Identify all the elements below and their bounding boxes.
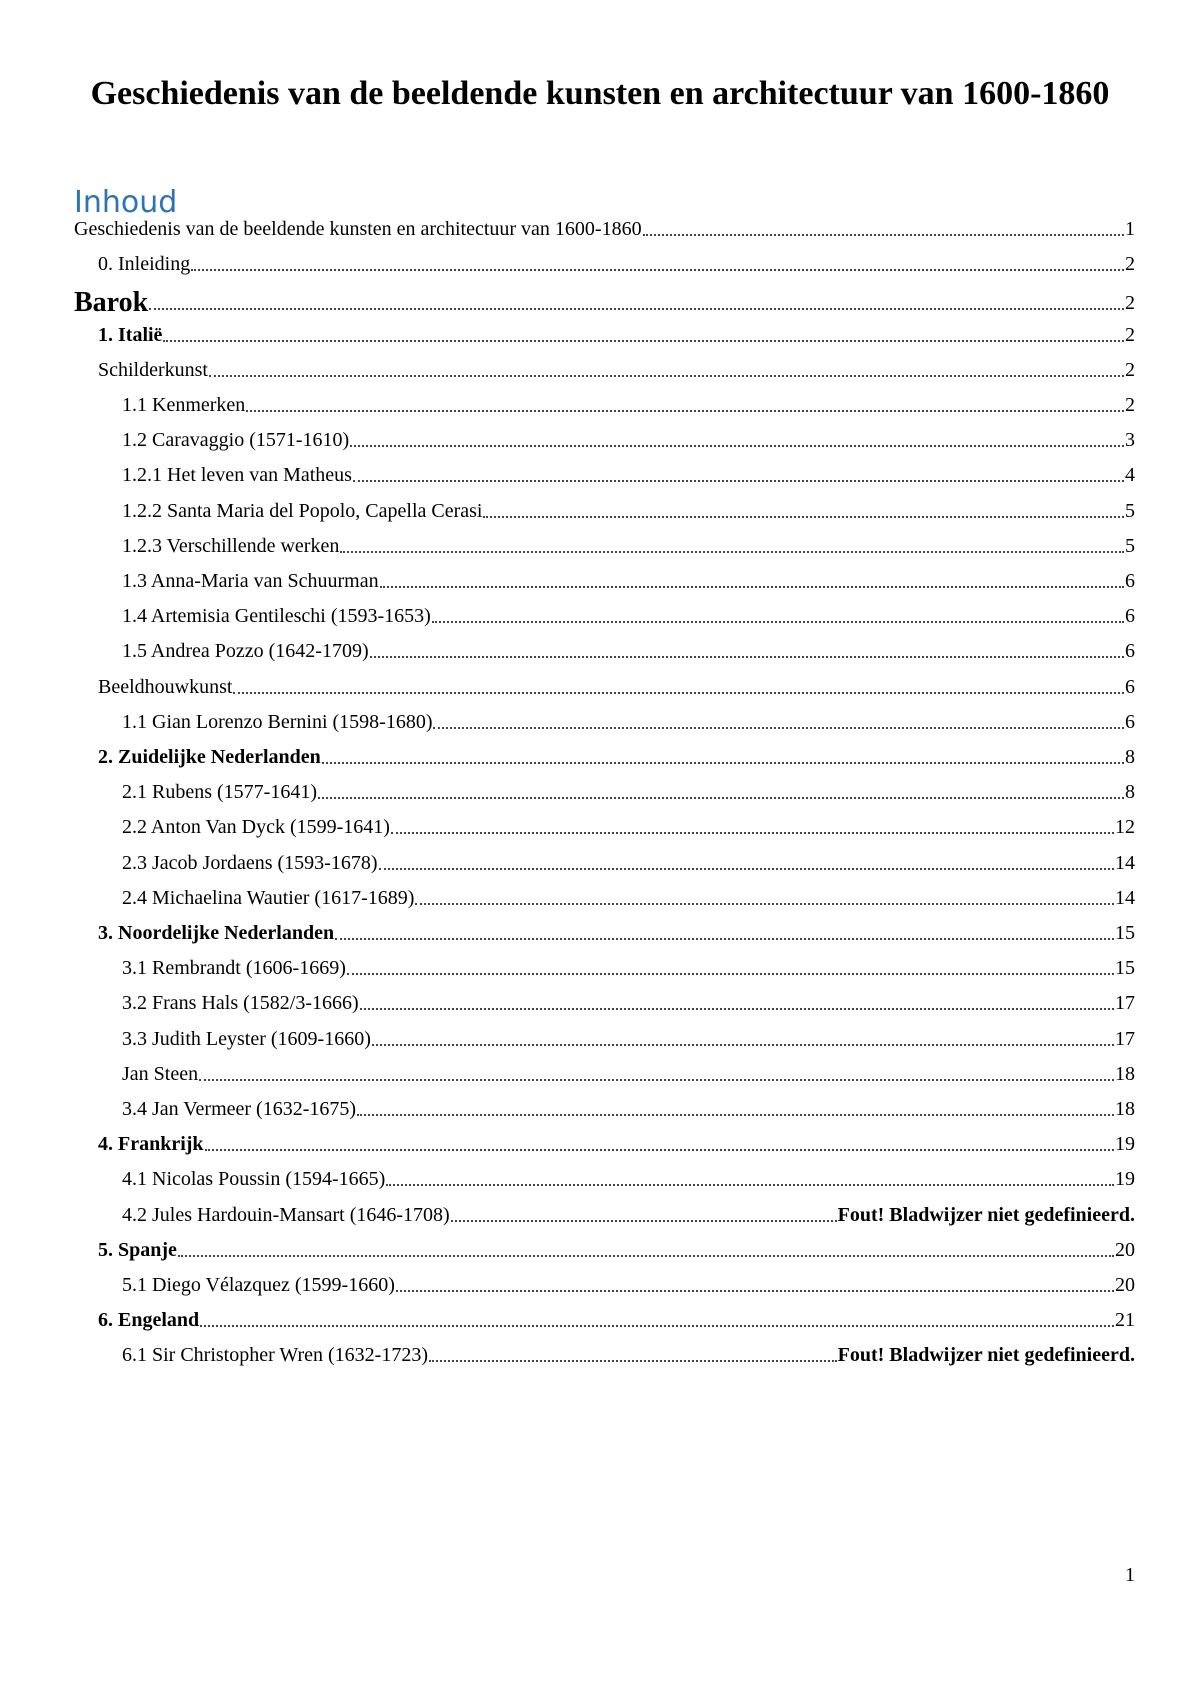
toc-dot-leader [379,868,1115,870]
toc-entry-label: 3.4 Jan Vermeer (1632-1675) [122,1098,357,1120]
toc-entry-label: 3.2 Frans Hals (1582/3-1666) [122,992,359,1014]
toc-entry-page: 4 [1125,464,1135,486]
toc-entry[interactable] [74,1018,1135,1052]
toc-dot-leader [178,1255,1114,1257]
toc-dot-leader [357,1114,1114,1116]
toc-entry[interactable] [74,736,1135,770]
toc-entry-label: Geschiedenis van de beeldende kunsten en architectuur van 1600-1860 [74,218,642,240]
toc-entry[interactable] [74,630,1135,664]
toc-entry[interactable] [74,701,1135,735]
toc-entry-page: 2 [1125,359,1135,381]
toc-dot-leader [451,1220,837,1222]
toc-entry-label: Schilderkunst [98,359,208,381]
toc-dot-leader [396,1290,1114,1292]
toc-dot-leader [322,762,1124,764]
toc-entry[interactable] [74,1088,1135,1122]
toc-entry-label: 3.3 Judith Leyster (1609-1660) [122,1028,371,1050]
toc-entry-page: 18 [1115,1063,1135,1085]
toc-entry-label: 2.1 Rubens (1577-1641) [122,781,317,803]
toc-entry-error: Fout! Bladwijzer niet gedefinieerd. [837,1344,1135,1366]
toc-entry[interactable] [74,208,1135,242]
toc-entry-page: 14 [1115,852,1135,874]
toc-entry-label: 6. Engeland [98,1309,200,1331]
toc-entry-page: 21 [1115,1309,1135,1331]
toc-dot-leader [386,1184,1114,1186]
toc-heading: Inhoud [74,185,178,220]
toc-entry-label: 1.5 Andrea Pozzo (1642-1709) [122,640,369,662]
toc-entry[interactable] [74,595,1135,629]
toc-dot-leader [163,340,1124,342]
toc-entry[interactable] [74,1299,1135,1333]
toc-entry-label: 4. Frankrijk [98,1133,204,1155]
toc-entry-label: 4.2 Jules Hardouin-Mansart (1646-1708) [122,1204,450,1226]
toc-dot-leader [483,516,1124,518]
toc-entry-label: 6.1 Sir Christopher Wren (1632-1723) [122,1344,429,1366]
toc-entry[interactable] [74,1229,1135,1263]
toc-entry-page: 18 [1115,1098,1135,1120]
toc-entry-label: 4.1 Nicolas Poussin (1594-1665) [122,1168,386,1190]
toc-dot-leader [429,1360,837,1362]
toc-entry-label: 1.4 Artemisia Gentileschi (1593-1653) [122,605,431,627]
toc-entry-page: 20 [1115,1274,1135,1296]
toc-entry-page: 15 [1115,922,1135,944]
toc-dot-leader [360,1008,1114,1010]
toc-entry-label: 5. Spanje [98,1239,177,1261]
toc-dot-leader [432,621,1124,623]
toc-entry-label: 1.1 Gian Lorenzo Bernini (1598-1680) [122,711,433,733]
toc-entry[interactable] [74,349,1135,383]
toc-dot-leader [347,973,1114,975]
toc-entry[interactable] [74,666,1135,700]
toc-dot-leader [372,1044,1114,1046]
toc-entry-error: Fout! Bladwijzer niet gedefinieerd. [837,1204,1135,1226]
toc-entry[interactable] [74,282,1135,316]
toc-entry-page: 5 [1125,500,1135,522]
toc-entry[interactable] [74,490,1135,524]
toc-entry-label: 2.2 Anton Van Dyck (1599-1641) [122,816,390,838]
toc-entry-label: 2.3 Jacob Jordaens (1593-1678) [122,852,378,874]
toc-dot-leader [433,727,1124,729]
toc-entry[interactable] [74,243,1135,277]
toc-entry[interactable] [74,877,1135,911]
toc-entry[interactable] [74,806,1135,840]
toc-entry-page: 2 [1125,253,1135,275]
toc-entry-page: 14 [1115,887,1135,909]
toc-entry-page: 17 [1115,992,1135,1014]
toc-entry-page: 8 [1125,746,1135,768]
toc-dot-leader [380,586,1124,588]
toc-entry-label: 5.1 Diego Vélazquez (1599-1660) [122,1274,395,1296]
toc-entry-page: 2 [1125,394,1135,416]
toc-entry[interactable] [74,1194,1135,1228]
toc-entry-page: 17 [1115,1028,1135,1050]
toc-dot-leader [233,692,1124,694]
toc-entry-page: 19 [1115,1133,1135,1155]
page-number: 1 [1125,1564,1135,1586]
toc-entry-page: 6 [1125,676,1135,698]
toc-entry-page: 12 [1115,816,1135,838]
toc-entry-page: 6 [1125,640,1135,662]
toc-dot-leader [199,1079,1114,1081]
toc-entry-page: 19 [1115,1168,1135,1190]
toc-entry-label: 1.3 Anna-Maria van Schuurman [122,570,379,592]
toc-dot-leader [391,832,1114,834]
toc-entry[interactable] [74,1264,1135,1298]
toc-entry[interactable] [74,1334,1135,1368]
toc-dot-leader [370,656,1124,658]
toc-entry[interactable] [74,525,1135,559]
toc-entry-page: 5 [1125,535,1135,557]
toc-entry-label: Jan Steen [122,1063,199,1085]
toc-entry-label: Beeldhouwkunst [98,676,233,698]
toc-dot-leader [335,938,1114,940]
toc-entry[interactable] [74,842,1135,876]
toc-dot-leader [191,269,1124,271]
toc-entry-label: 3.1 Rembrandt (1606-1669) [122,957,346,979]
toc-entry[interactable] [74,384,1135,418]
toc-entry-page: 6 [1125,605,1135,627]
toc-entry-label: 1. Italië [98,324,163,346]
toc-entry-page: 6 [1125,711,1135,733]
document-title: Geschiedenis van de beeldende kunsten en architectuur van 1600-1860 [90,75,1110,112]
toc-entry-page: 1 [1125,218,1135,240]
toc-dot-leader [149,308,1124,310]
toc-entry-label: 2.4 Michaelina Wautier (1617-1689) [122,887,415,909]
toc-entry-label: 3. Noordelijke Nederlanden [98,922,335,944]
toc-dot-leader [643,234,1124,236]
toc-entry[interactable] [74,1123,1135,1157]
toc-dot-leader [353,480,1124,482]
toc-entry-page: 2 [1125,324,1135,346]
toc-dot-leader [205,1149,1114,1151]
toc-entry-page: 3 [1125,429,1135,451]
toc-entry[interactable] [74,419,1135,453]
toc-entry-page: 2 [1125,292,1135,314]
toc-dot-leader [246,410,1124,412]
toc-entry[interactable] [74,1053,1135,1087]
toc-entry[interactable] [74,947,1135,981]
toc-entry-page: 20 [1115,1239,1135,1261]
toc-entry[interactable] [74,912,1135,946]
toc-dot-leader [200,1325,1114,1327]
toc-entry-label: Barok [74,287,149,318]
toc-entry[interactable] [74,1158,1135,1192]
toc-entry-label: 1.2.3 Verschillende werken [122,535,340,557]
toc-dot-leader [415,903,1114,905]
toc-dot-leader [350,445,1124,447]
toc-entry-label: 1.2 Caravaggio (1571-1610) [122,429,350,451]
toc-entry-label: 1.1 Kenmerken [122,394,246,416]
toc-dot-leader [340,551,1124,553]
toc-entry[interactable] [74,454,1135,488]
toc-entry-label: 1.2.2 Santa Maria del Popolo, Capella Cerasi [122,500,483,522]
toc-entry-label: 1.2.1 Het leven van Matheus [122,464,352,486]
toc-entry-page: 6 [1125,570,1135,592]
toc-entry-page: 15 [1115,957,1135,979]
toc-entry-label: 2. Zuidelijke Nederlanden [98,746,321,768]
toc-dot-leader [318,797,1124,799]
toc-entry[interactable] [74,982,1135,1016]
toc-entry-page: 8 [1125,781,1135,803]
toc-entry-label: 0. Inleiding [98,253,191,275]
toc-dot-leader [209,375,1124,377]
toc-entry[interactable] [74,560,1135,594]
toc-entry[interactable] [74,314,1135,348]
toc-entry[interactable] [74,771,1135,805]
